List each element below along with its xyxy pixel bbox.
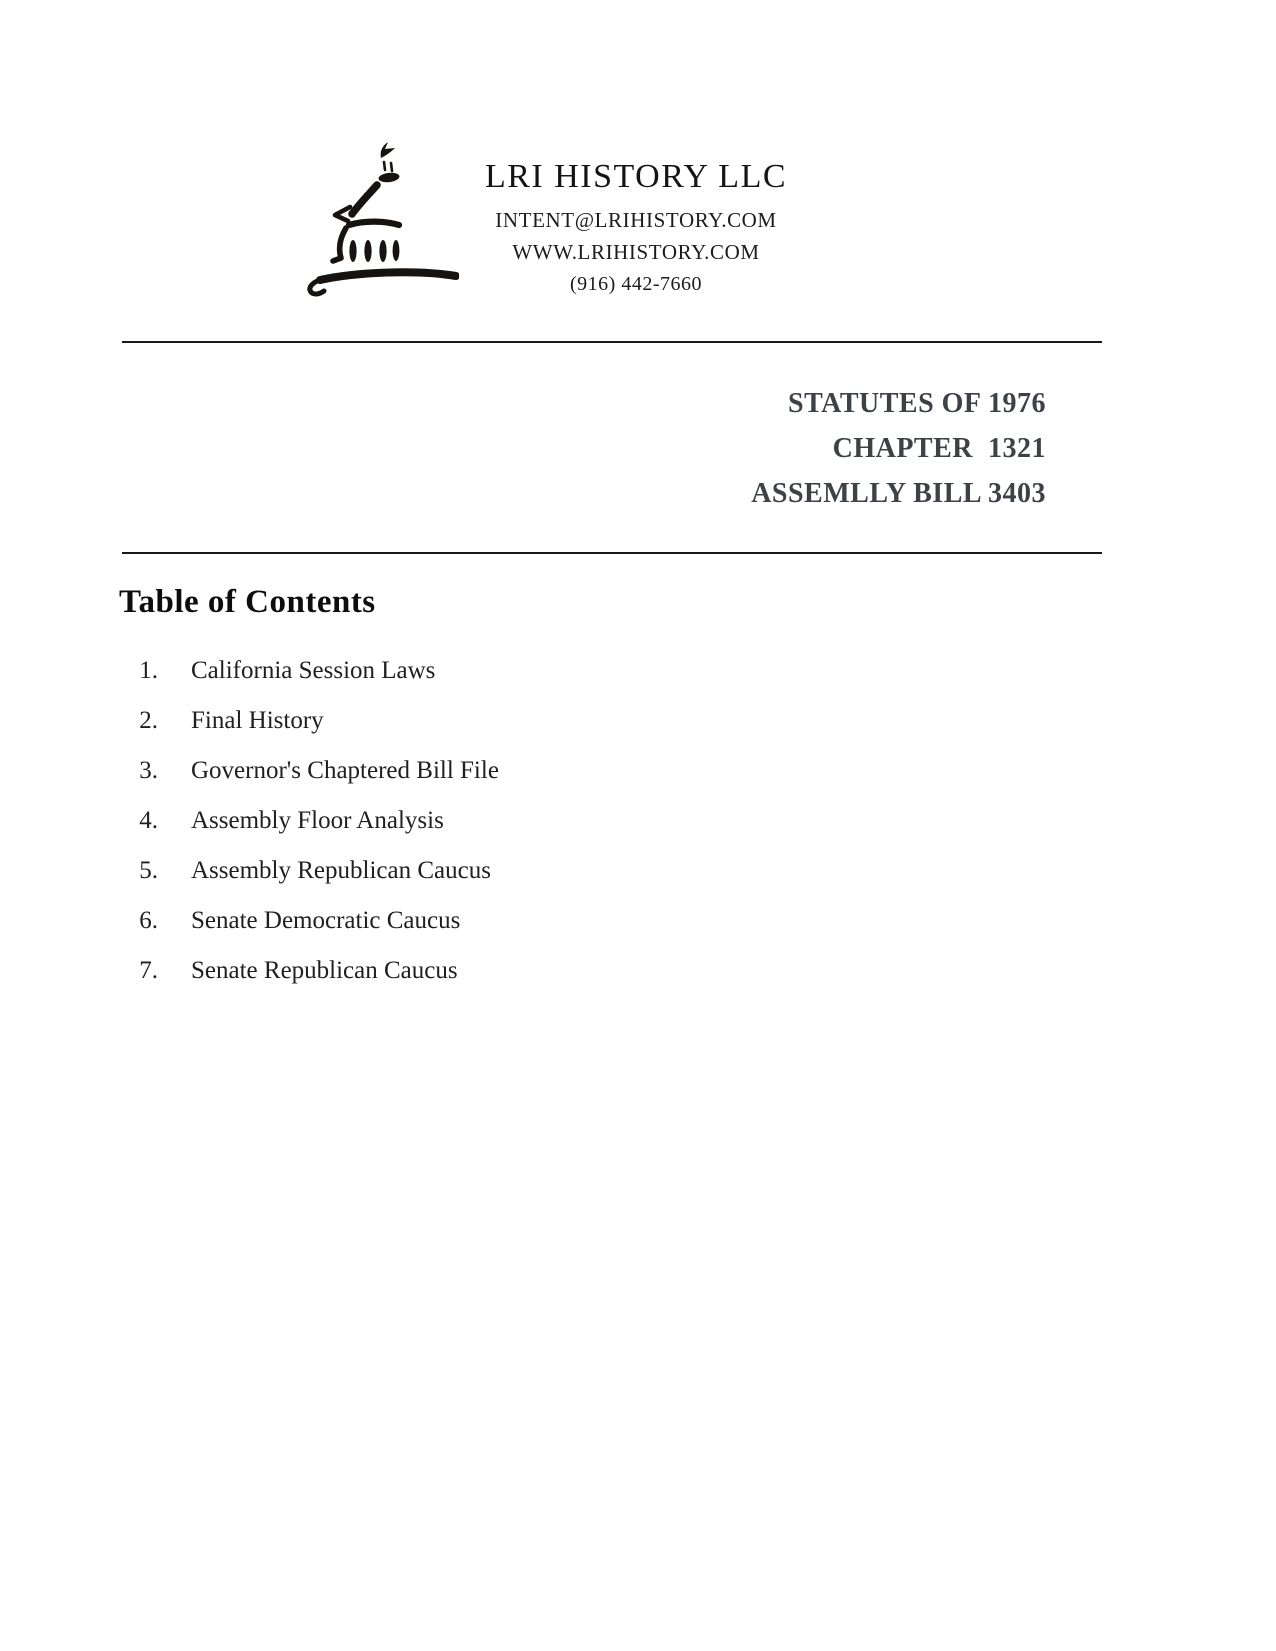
toc-item-number: 7. <box>139 957 158 984</box>
logo-tick-stroke <box>391 163 392 171</box>
toc-item <box>130 806 499 836</box>
toc-item-label: Assembly Floor Analysis <box>191 807 444 834</box>
toc-item-number: 3. <box>139 757 158 784</box>
toc-item <box>130 706 499 736</box>
toc-list <box>130 656 499 1006</box>
phone-text: (916) 442-7660 <box>570 273 702 295</box>
toc-heading: Table of Contents <box>119 584 376 620</box>
toc-item <box>130 656 499 686</box>
statutes-title-block <box>646 381 1046 516</box>
toc-item-number: 2. <box>139 707 158 734</box>
logo-dome-stroke <box>352 185 377 214</box>
toc-item <box>130 956 499 986</box>
logo-entablature-stroke <box>349 222 399 225</box>
logo-tick-stroke <box>384 162 385 170</box>
company-name: LRI HISTORY LLC <box>484 158 788 195</box>
website-text: WWW.LRIHISTORY.COM <box>512 240 760 264</box>
logo-flag-stroke <box>381 142 395 158</box>
toc-item-number: 1. <box>139 657 158 684</box>
toc-item-number: 4. <box>139 807 158 834</box>
toc-item-label: Final History <box>191 707 324 734</box>
logo-column <box>349 240 356 262</box>
horizontal-rule-bottom <box>122 552 1102 554</box>
toc-item <box>130 856 499 886</box>
toc-item <box>130 906 499 936</box>
logo-cupola-stroke <box>378 172 400 184</box>
toc-item-label: Governor's Chaptered Bill File <box>191 757 499 784</box>
capitol-dome-sketch-icon <box>296 131 459 297</box>
toc-item-label: Senate Democratic Caucus <box>191 907 461 934</box>
toc-item-label: California Session Laws <box>191 657 436 684</box>
chapter-line: CHAPTER 1321 <box>832 433 1046 464</box>
logo-hook-stroke <box>335 207 350 221</box>
assembly-bill-line: ASSEMLLY BILL 3403 <box>751 478 1046 509</box>
logo-column <box>379 240 386 262</box>
logo-wall-stroke <box>333 228 346 261</box>
email-text: INTENT@LRIHISTORY.COM <box>495 208 777 232</box>
statutes-line: STATUTES OF 1976 <box>788 388 1046 419</box>
horizontal-rule-top <box>122 341 1102 343</box>
toc-item-label: Senate Republican Caucus <box>191 957 458 984</box>
logo-column <box>364 240 371 262</box>
toc-item-number: 5. <box>139 857 158 884</box>
toc-item <box>130 756 499 786</box>
toc-item-label: Assembly Republican Caucus <box>191 857 491 884</box>
logo-column <box>393 240 400 261</box>
letterhead <box>436 159 836 295</box>
toc-item-number: 6. <box>139 907 158 934</box>
